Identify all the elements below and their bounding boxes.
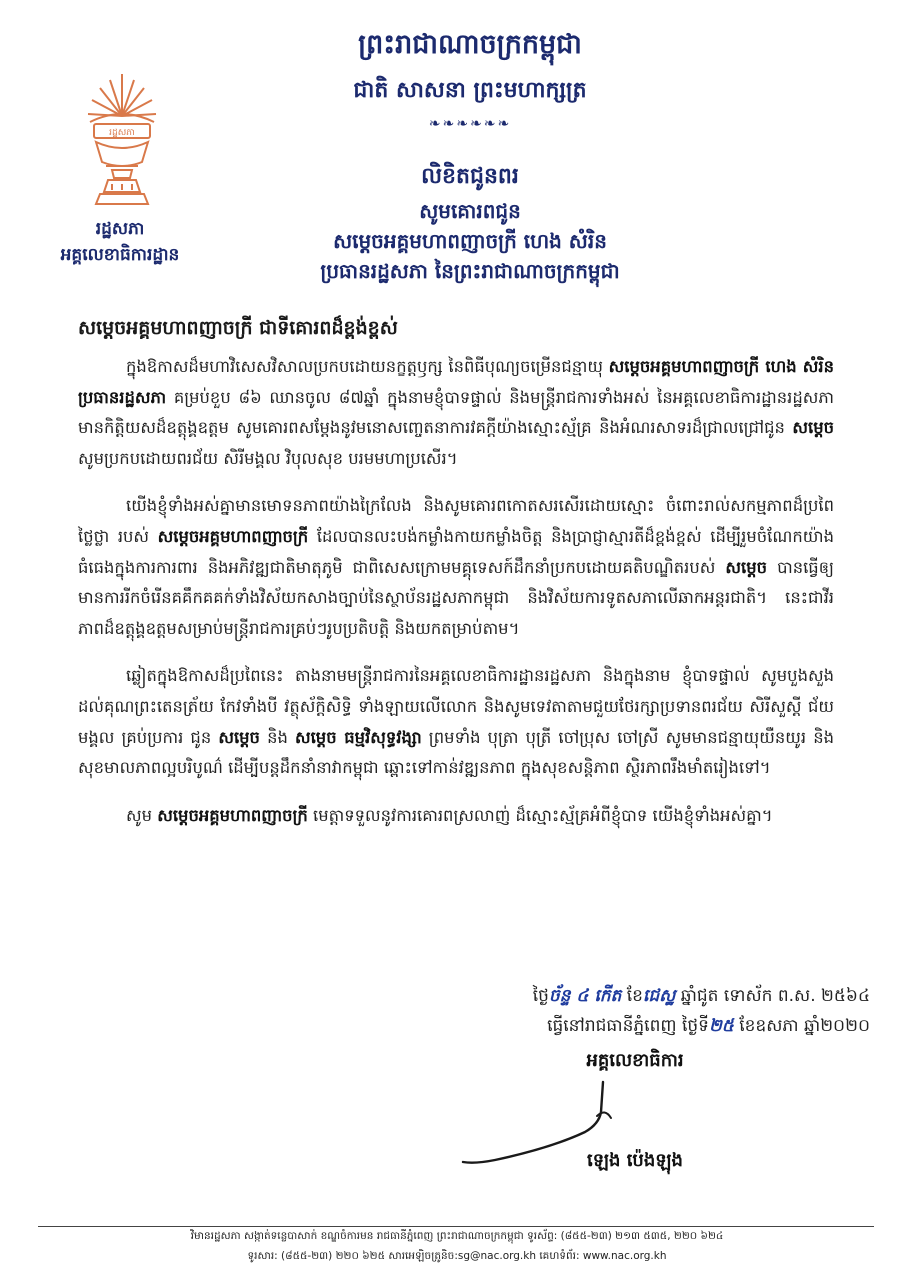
addressee-name: សម្តេចអគ្គមហាពញាចក្រី ហេង សំរិន [333,229,607,253]
paragraph-1: ក្នុងឱកាសដ៏មហាវិសេសវិសាលប្រកបដោយនក្ខត្តឫក្ស នៃពិធីបុណ្យចម្រើនជន្មាយុ សម្តេចអគ្គមហាពញាចក្រី ហេង សំរិន ប្រធានរដ្ឋសភា គម្រប់ខួប ៨៦ ឈានចូល ៨៧ឆ្នាំ ក្នុងនាមខ្ញុំបាទផ្ទាល់ និងមន្ត្រីរាជការទាំងអស់ នៃអគ្គលេខាធិការដ្ឋានរដ្ឋសភា មានកិត្តិយសដ៏ឧត្តុង្គឧត្តម សូមគោរពសម្តែងនូវមនោសញ្ចេតនាការវគក្តីយ៉ាងស្មោះស្ម័គ្រ និងអំណរសាទរដ៏ជ្រាលជ្រៅជូន សម្តេច សូមប្រកបដោយពរជ័យ សិរីមង្គល វិបុលសុខ បរមមហាប្រសើរ។ [78,357,835,468]
paragraph-3: ឆ្លៀតក្នុងឱកាសដ៏ប្រពៃនេះ តាងនាមមន្ត្រីរាជការនៃអគ្គលេខាធិការដ្ឋានរដ្ឋសភា និងក្នុងនាម ខ្ញុំបាទផ្ទាល់ សូមបួងសួងដល់គុណព្រះតេនត្រ័យ កែវទាំងបី វត្ថុស័ក្តិសិទ្ធិ ទាំងឡាយលើលោក និងសូមទេវតាតាមជួយថែរក្សាប្រទានពរជ័យ សិរីសួស្តី ជ័យមង្គល គ្រប់ប្រការ ជូន សម្តេច និង សម្តេច ធម្មវិសុទ្ធវង្សា ព្រមទាំង បុត្រា បុត្រី ចៅប្រុស ចៅស្រី សូមមានជន្មាយុយឺនយូរ និងសុខមាលភាពល្អបរិបូណ៌ ដើម្បីបន្តដឹកនាំនាវាកម្ពុជា ឆ្ពោះទៅកាន់វឌ្ឍនភាព ក្នុងសុខសន្តិភាព ស្ថិរភាពរឹងមាំតរៀងទៅ។ [78,666,835,778]
kingdom-title: ព្រះរាជាណាចក្រកម្ពុជា [358,29,582,60]
ornament-divider: ❧❧❧❧❧❧ [428,116,512,132]
footer-contact: ទូរសារ: (៨៥៥-២៣) ២២០ ៦២៥ សារអេឡិចត្រូនិច:sg@nac.org.kh គេហទំព័រ: www.nac.org.kh [247,1250,667,1262]
letter-body [78,352,834,848]
solar-date: ធ្វើនៅរាជធានីភ្នំពេញ ថ្ងៃទី២៥ ខែឧសភា ឆ្នាំ២០២០ [547,1016,870,1036]
addressee-greeting: សូមគោរពជូន [419,199,521,223]
footer-divider [38,1226,874,1227]
addressee-position: ប្រធានរដ្ឋសភា នៃព្រះរាជាណាចក្រកម្ពុជា [320,259,620,283]
organization-name: រដ្ឋសភា [95,219,145,239]
signatory-name: ឡេង ប៉េងឡុង [587,1150,683,1171]
letter-title: លិខិតជូនពរ [421,164,519,189]
national-motto: ជាតិ សាសនា ព្រះមហាក្សត្រ [353,78,587,103]
organization-department: អគ្គលេខាធិការដ្ឋាន [60,245,180,265]
paragraph-2: យើងខ្ញុំទាំងអស់គ្នាមានមោទនភាពយ៉ាងក្រៃលែង និងសូមគោរពកោតសរសើរដោយស្មោះ ចំពោះរាល់សកម្មភាពដ៏ប្រពៃថ្លៃថ្លា របស់ សម្តេចអគ្គមហាពញាចក្រី ដែលបានលះបង់កម្លាំងកាយកម្លាំងចិត្ត និងប្រាជ្ញាស្មារតីដ៏ខ្ពង់ខ្ពស់ ដើម្បីរួមចំណែកយ៉ាងធំធេងក្នុងការការពារ និងអភិវឌ្ឍជាតិមាតុភូមិ ជាពិសេសក្រោមមគ្គុទេសក៍ដឹកនាំប្រកបដោយគតិបណ្ឌិតរបស់ សម្តេច បានធ្វើឲ្យមានការរីកចំរើនគគឹកគគក់ទាំងវិស័យកសាងច្បាប់នៃស្ថាប័នរដ្ឋសភាកម្ពុជា និងវិស័យការទូតសភាលើឆាកអន្តរជាតិ។ នេះជាវីរភាពដ៏ឧត្តុង្គឧត្តមសម្រាប់មន្ត្រីរាជការគ្រប់ៗរូបប្រតិបត្តិ និងយកតម្រាប់តាម។ [78,496,834,638]
lunar-date: ថ្ងៃច័ន្ទ ៤ កើត ខែជេស្ឋ ឆ្នាំជូត ទោស័ក ព.ស. ២៥៦៤ [532,986,870,1006]
salutation: សម្តេចអគ្គមហាពញាចក្រី ជាទីគោរពដ៏ខ្ពង់ខ្ពស់ [78,317,398,339]
footer-address: វិមានរដ្ឋសភា សង្កាត់ទន្លេបាសាក់ ខណ្ឌចំការមន រាជធានីភ្នំពេញ ព្រះរាជាណាចក្រកម្ពុជា ទូរស័ព្ទ: (៨៥៥-២៣) ២១៣ ៥៣៥, ២២០ ៦២៤ [190,1230,724,1242]
emblem-label: រដ្ឋសភា [109,128,135,138]
paragraph-4: សូម សម្តេចអគ្គមហាពញាចក្រី មេត្តាទទួលនូវការគោរពស្រលាញ់ ដ៏ស្មោះស្ម័គ្រអំពីខ្ញុំបាទ យើងខ្ញុំទាំងអស់គ្នា។ [126,805,773,825]
parliament-emblem-icon [82,70,162,210]
signatory-title: អគ្គលេខាធិការ [586,1050,684,1071]
